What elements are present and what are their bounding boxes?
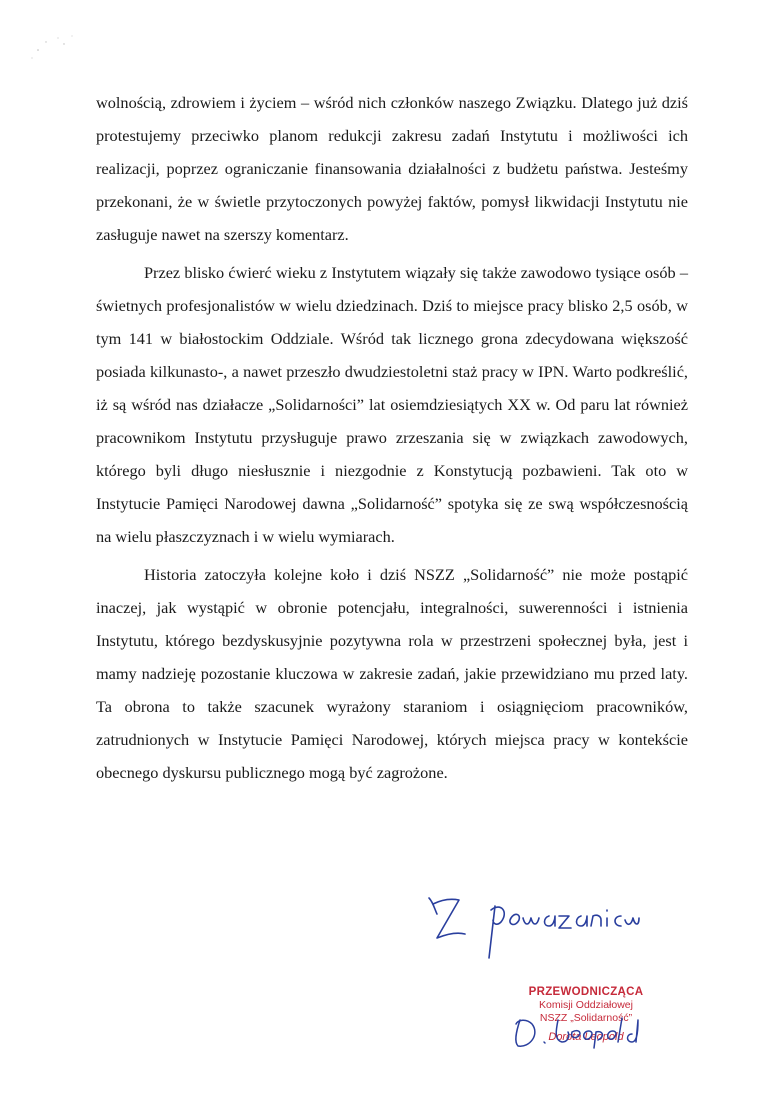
stamp-name: Dorota Leopold xyxy=(548,1031,624,1043)
stamp-union: NSZZ „Solidarność” xyxy=(539,1012,633,1024)
stamp-title: PRZEWODNICZĄCA xyxy=(528,986,644,998)
official-stamp xyxy=(506,985,666,1065)
paragraph-defense: Historia zatoczyła kolejne koło i dziś NSZZ „Solidarność” nie może postąpić inaczej, jak wystąpić w obronie potencjału, integralności, suwerenności i istnienia Instytutu, którego bezdyskusyjnie pozytywna rola w przestrzeni społecznej była, jest i mamy nadzieję pozostanie kluczowa w zakresie zadań, jakie przewidziano mu przed laty. Ta obrona to także szacunek wyrażony staraniom i osiągnięciom pracowników, zatrudnionych w Instytucie Pamięci Narodowej, których miejsca pracy w kontekście obecnego dyskursu publicznego mogą być zagrożone. xyxy=(96,565,688,782)
paragraph-continuation: wolnością, zdrowiem i życiem – wśród nich członków naszego Związku. Dlatego już dziś protestujemy przeciwko planom redukcji zakresu zadań Instytutu i możliwości ich realizacji, poprzez ograniczanie finansowania działalności z budżetu państwa. Jesteśmy przekonani, że w świetle przytoczonych powyżej faktów, pomysł likwidacji Instytutu nie zasługuje nawet na szerszy komentarz. xyxy=(96,93,688,244)
signature-text: D. Leopold xyxy=(510,1012,515,1013)
scan-specks xyxy=(28,28,88,68)
closing-text: Z poważaniem xyxy=(425,888,431,889)
stamp-committee: Komisji Oddziałowej xyxy=(539,999,633,1011)
closing-handwritten xyxy=(425,888,640,968)
letter-body xyxy=(96,86,688,789)
paragraph-employees: Przez blisko ćwierć wieku z Instytutem wiązały się także zawodowo tysiące osób – świetnych profesjonalistów w wielu dziedzinach. Dziś to miejsce pracy blisko 2,5 osób, w tym 141 w białostockim Oddziale. Wśród tak licznego grona zdecydowana większość posiada kilkunasto-, a nawet przeszło dwudziestoletni staż pracy w IPN. Warto podkreślić, iż są wśród nas działacze „Solidarności” lat osiemdziesiątych XX w. Od paru lat również pracownikom Instytutu przysługuje prawo zrzeszania się w związkach zawodowych, którego byli długo niesłusznie i niezgodnie z Konstytucją pozbawieni. Tak oto w Instytucie Pamięci Narodowej dawna „Solidarność” spotyka się ze swą współczesnością na wielu płaszczyznach i w wielu wymiarach. xyxy=(96,263,688,546)
